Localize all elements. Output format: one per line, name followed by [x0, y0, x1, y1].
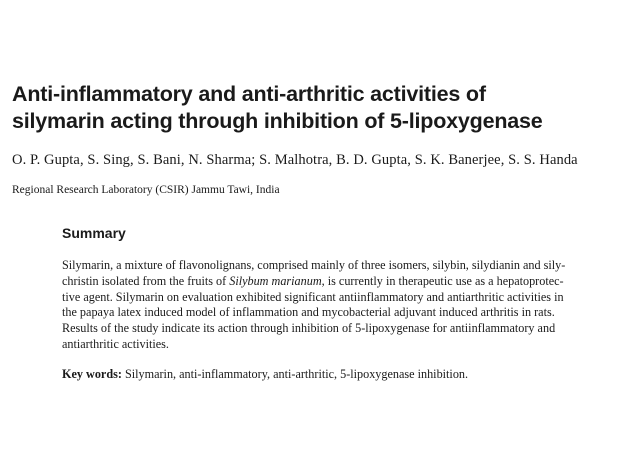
author-list: O. P. Gupta, S. Sing, S. Bani, N. Sharma; S. Malhotra, B. D. Gupta, S. K. Banerjee, S. S. Handa	[12, 152, 578, 168]
species-name: Silybum marianum,	[229, 273, 325, 288]
paper-title	[12, 81, 612, 135]
abstract-line-3: tive agent. Silymarin on evaluation exhibited significant antiinflammatory and antiarthritic activities in	[62, 289, 564, 304]
abstract-line-5: Results of the study indicate its action through inhibition of 5-lipoxygenase for antiinflammatory and	[62, 321, 556, 336]
abstract-line-2	[62, 274, 632, 290]
abstract-text	[62, 258, 632, 353]
keywords	[62, 367, 632, 383]
abstract-line-6: antiarthritic activities.	[62, 336, 169, 351]
affiliation: Regional Research Laboratory (CSIR) Jammu Tawi, India	[12, 184, 280, 196]
abstract-line-2-end: is currently in therapeutic use as a hepatoprotec-	[324, 273, 564, 288]
abstract-line-1: Silymarin, a mixture of flavonolignans, comprised mainly of three isomers, silybin, silydianin and sily-	[62, 258, 566, 272]
keywords-label: Key words:	[62, 367, 122, 381]
abstract-line-2-start: christin isolated from the fruits of	[62, 273, 230, 288]
paper-title-line-1: Anti-inflammatory and anti-arthritic activities of	[12, 82, 486, 106]
keywords-text: Silymarin, anti-inflammatory, anti-arthritic, 5-lipoxygenase inhibition.	[121, 367, 469, 381]
abstract-line-4: the papaya latex induced model of inflammation and mycobacterial adjuvant induced arthritis in rats.	[62, 305, 555, 320]
summary-heading: Summary	[62, 225, 126, 241]
paper-title-line-2: silymarin acting through inhibition of 5-lipoxygenase	[12, 109, 543, 133]
